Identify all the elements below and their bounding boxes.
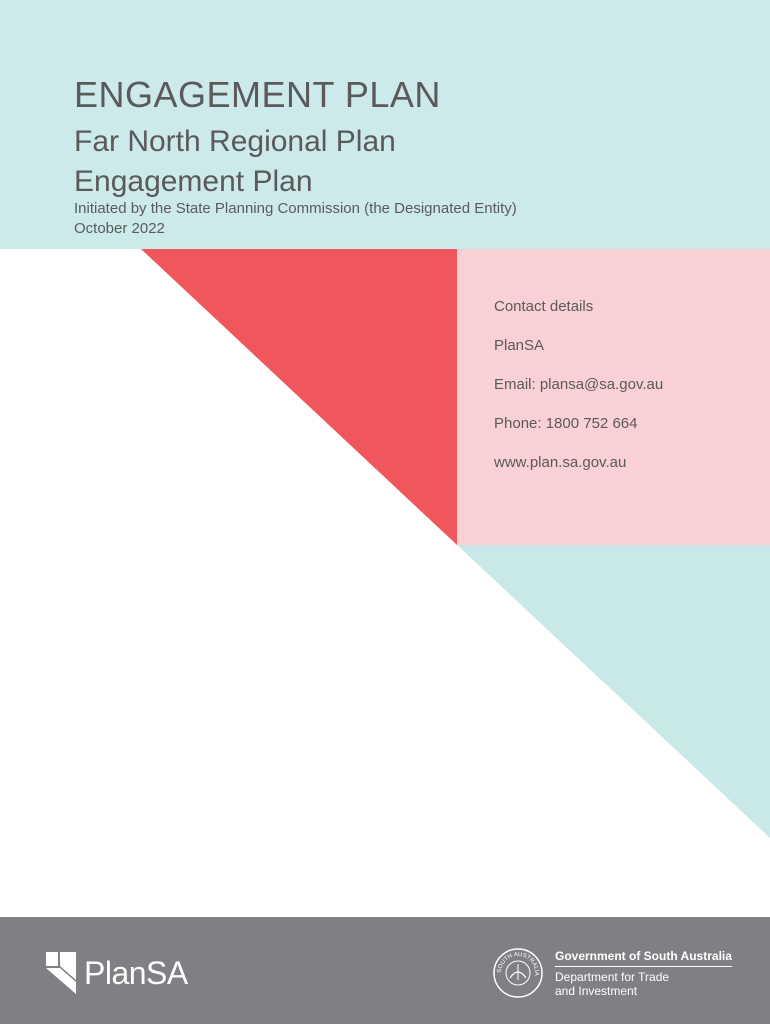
- plansa-logo: [46, 953, 188, 993]
- cover-footer: [0, 917, 770, 1024]
- contact-website[interactable]: www.plan.sa.gov.au: [494, 454, 627, 471]
- sa-government-seal-icon: [493, 948, 543, 998]
- department-line-1: Department for Trade: [555, 969, 670, 984]
- teal-triangle: [457, 545, 770, 838]
- contact-details: [494, 296, 754, 491]
- subtitle-line-2: Engagement Plan: [74, 165, 313, 198]
- contact-email[interactable]: Email: plansa@sa.gov.au: [494, 376, 664, 393]
- department-name: [555, 970, 732, 998]
- plansa-logo-icon: [46, 952, 76, 994]
- department-line-2: and Investment: [555, 983, 638, 998]
- plansa-logo-text: PlanSA: [84, 954, 188, 991]
- government-text: [555, 949, 732, 998]
- government-branding: [493, 947, 732, 999]
- government-title: Government of South Australia: [555, 949, 732, 967]
- seal-text: SOUTH AUSTRALIA: [496, 951, 540, 976]
- initiated-by: Initiated by the State Planning Commission (the Designated Entity): [74, 200, 517, 217]
- document-title: ENGAGEMENT PLAN: [74, 74, 441, 115]
- contact-heading: Contact details: [494, 298, 594, 315]
- contact-phone[interactable]: Phone: 1800 752 664: [494, 415, 638, 432]
- document-date: October 2022: [74, 220, 165, 237]
- subtitle-line-1: Far North Regional Plan: [74, 125, 396, 158]
- contact-organisation: PlanSA: [494, 337, 545, 354]
- red-triangle: [141, 249, 457, 545]
